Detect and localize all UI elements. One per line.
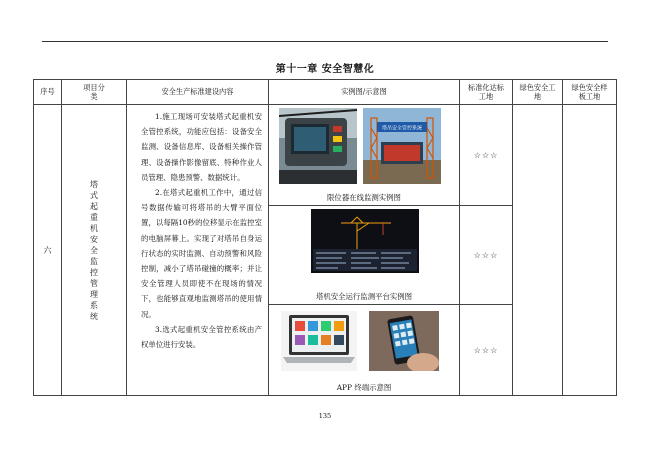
example-image-area-3 <box>269 305 459 395</box>
example-cell-2 <box>269 206 460 305</box>
example-image-area-2 <box>269 206 459 304</box>
billboard-text: 塔吊安全管控系统 <box>381 125 423 132</box>
phone-in-hand-photo <box>369 311 439 371</box>
header-green-text: 绿色安全工地 <box>519 82 556 101</box>
standards-table <box>33 79 617 396</box>
content-paragraph-1: 1.施工现场可安装塔式起重机安全管控系统，功能应包括：设备安全监测、设备信息库、设备相关操作管理、设备操作影像留底、特种作业人员管理、隐患预警、数据统计。 <box>141 112 262 182</box>
example-caption-1: 限位器在线监测实例图 <box>327 193 401 202</box>
row-serial: 六 <box>34 105 62 396</box>
header-content: 安全生产标准建设内容 <box>127 80 269 105</box>
header-standard <box>460 80 513 105</box>
content-paragraph-3: 3.选式起重机安全管控系统由产权单位进行安装。 <box>141 324 262 350</box>
content-paragraph-2: 2.在塔式起重机工作中，通过信号数据传输可将塔吊的大臂平面位置，以每隔10秒的位移显示在监控室的电脑屏幕上。实现了对塔吊自身运行状态的实时监测、自动预警和风险控制，减小了塔吊碰撞的概率；并让安全管理人员即使不在现场的情况下，也能够直观地监测塔吊的使用情况。 <box>141 188 262 319</box>
example-caption-3: APP 终端示意图 <box>336 383 392 392</box>
header-green-sample-text: 绿色安全样板工地 <box>571 82 608 101</box>
example-image-area-1 <box>269 105 459 205</box>
header-serial: 序号 <box>34 80 62 105</box>
stars-standard: ☆☆☆ <box>460 305 513 396</box>
row-category-cell <box>62 105 127 396</box>
example-cell-1 <box>269 105 460 206</box>
laptop-photo <box>281 311 357 371</box>
limiter-device-photo <box>279 108 357 184</box>
header-category <box>62 80 127 105</box>
header-standard-text: 标准化达标工地 <box>468 82 504 101</box>
green-sample-cell <box>563 105 617 396</box>
header-green-sample <box>563 80 617 105</box>
header-green <box>513 80 563 105</box>
green-cell <box>513 105 563 396</box>
chapter-title: 第十一章 安全智慧化 <box>275 64 375 75</box>
header-example: 实例图/示意图 <box>269 80 460 105</box>
row-category: 塔式起重机安全监控管理系统 <box>90 179 98 321</box>
example-caption-2: 塔机安全运行监测平台实例图 <box>315 292 413 301</box>
example-cell-3 <box>269 305 460 396</box>
monitoring-platform-screenshot <box>311 209 419 273</box>
header-category-text: 项目分类 <box>83 82 105 101</box>
row-content <box>127 105 269 396</box>
tower-crane-billboard-photo <box>363 108 441 184</box>
page-number: 135 <box>318 412 332 420</box>
stars-standard: ☆☆☆ <box>460 105 513 206</box>
table-header-row <box>34 80 617 105</box>
header-rule <box>42 41 608 42</box>
stars-standard: ☆☆☆ <box>460 206 513 305</box>
table-row <box>34 105 617 206</box>
